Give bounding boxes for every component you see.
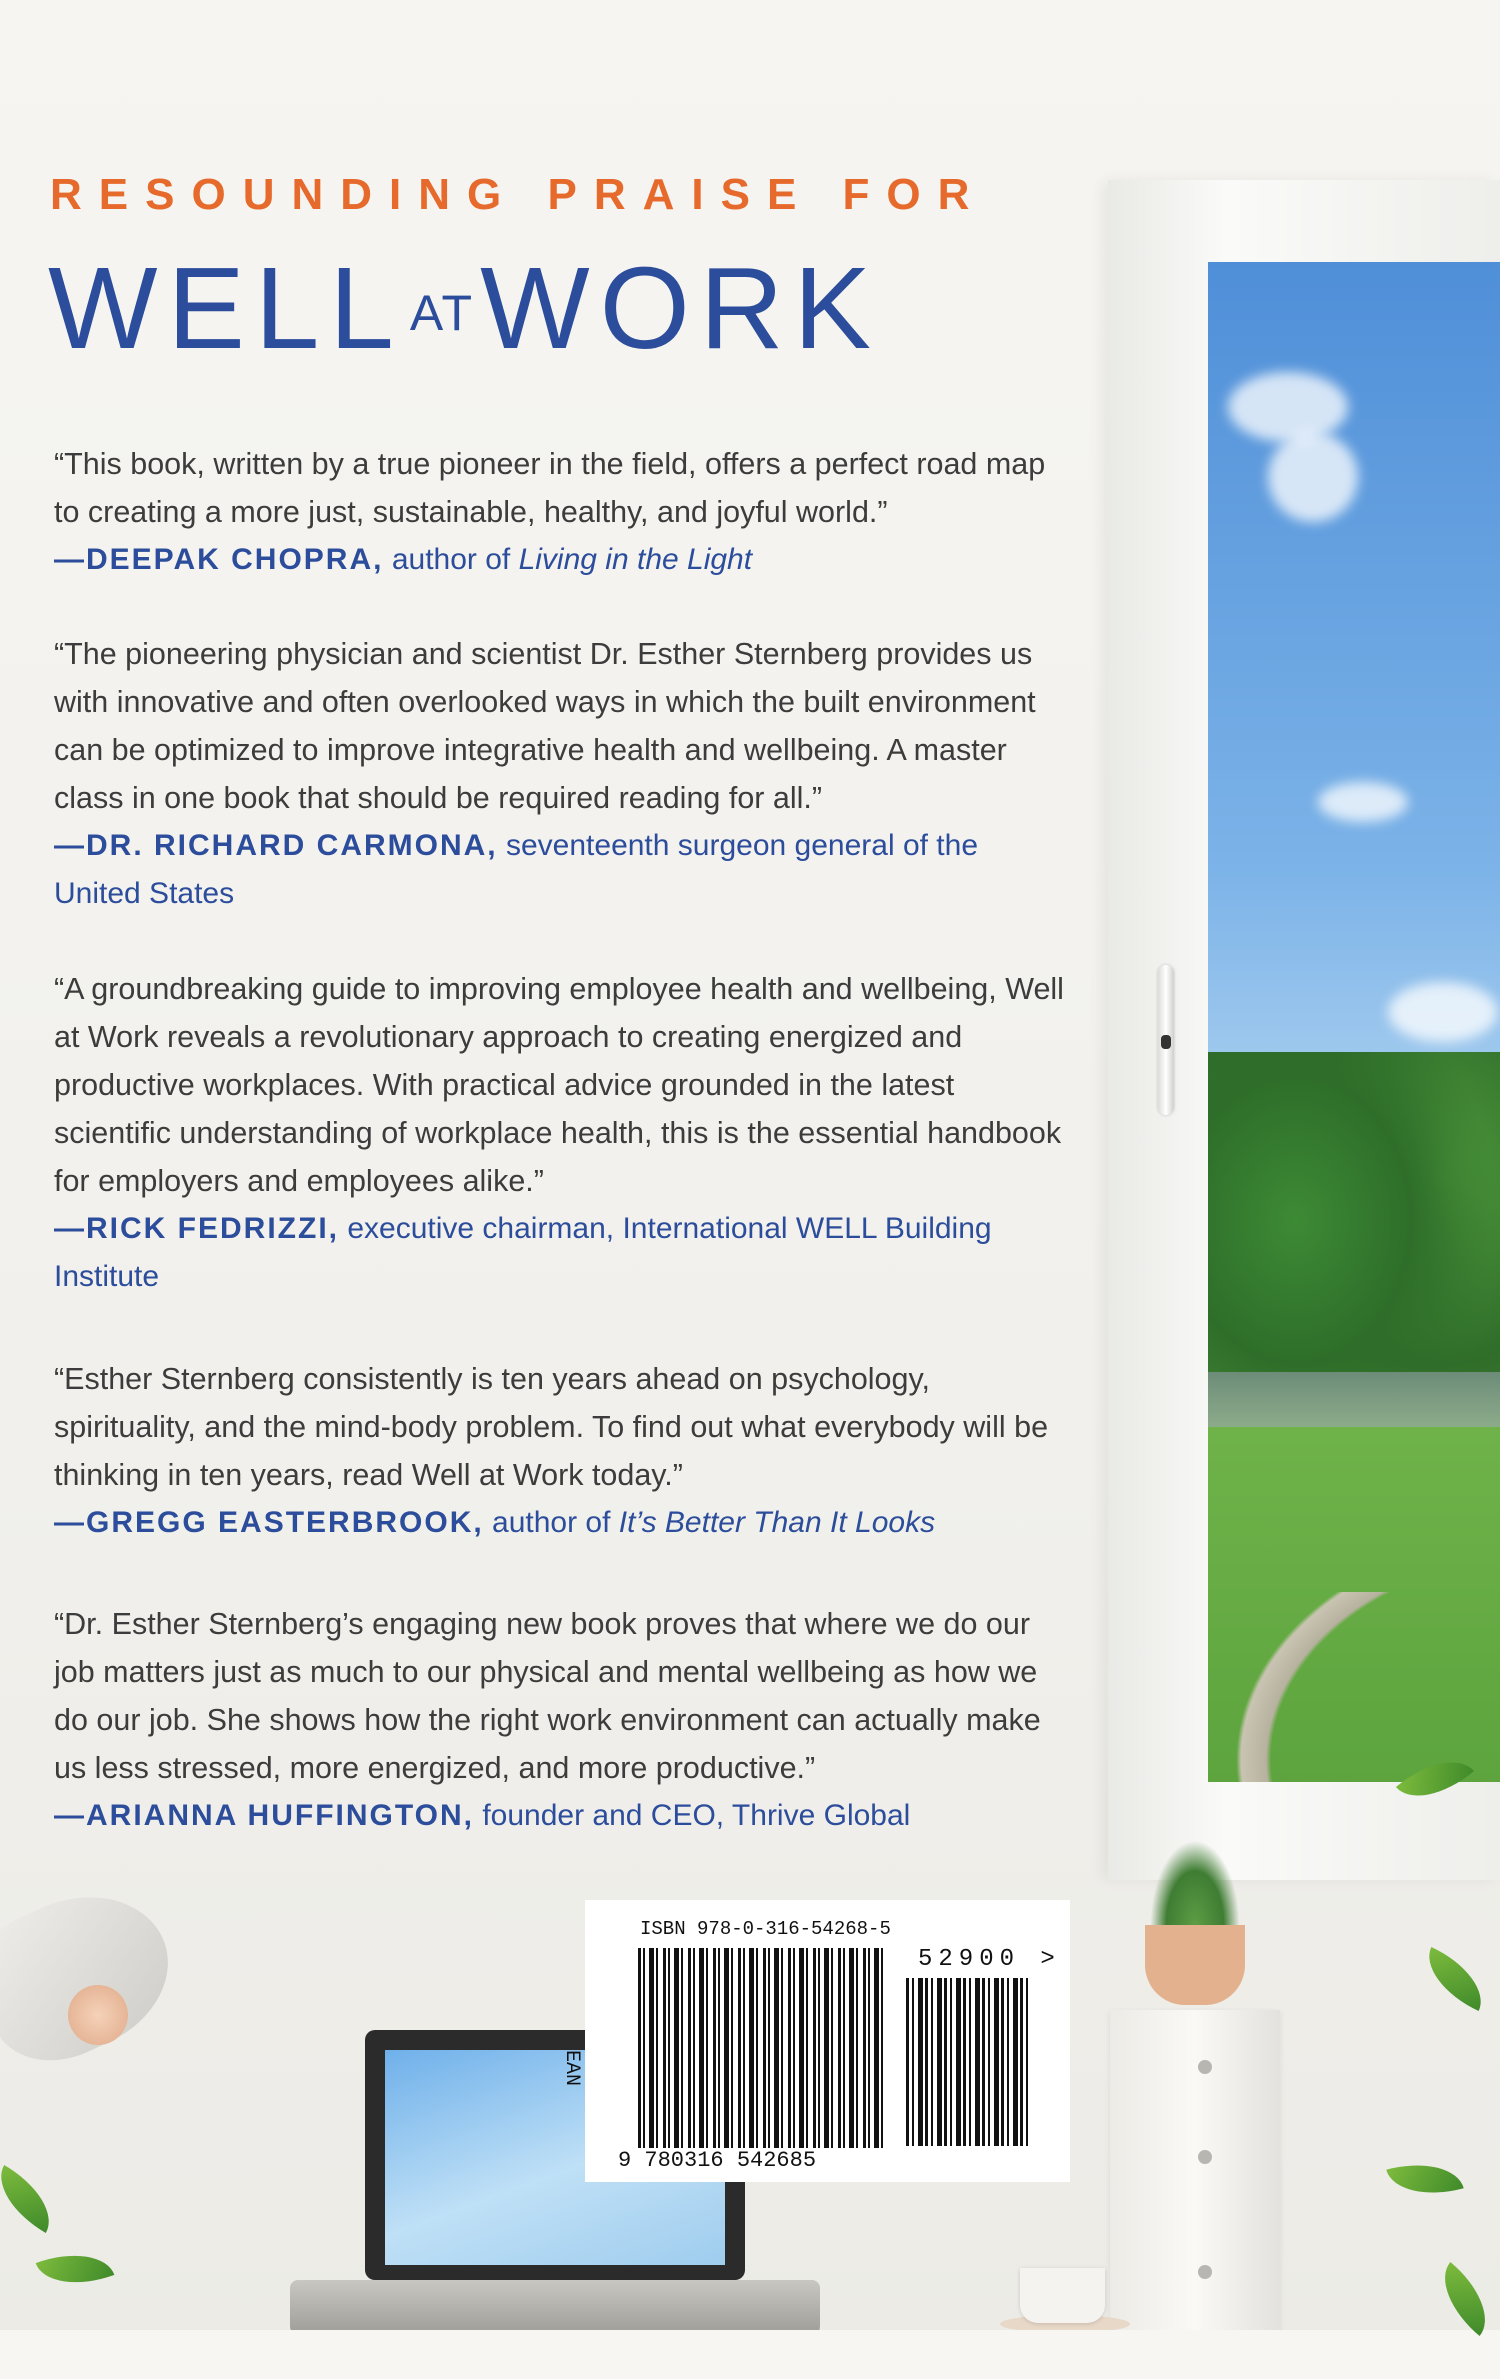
cloud-icon [1268, 432, 1358, 522]
desk-lamp [0, 1867, 193, 2083]
leaf-icon [1415, 1947, 1495, 2011]
blurb-quote: “The pioneering physician and scientist Dr. Esther Sternberg provides us with innovative and often overlooked ways in which the built environment can be optimized to improve integrative health and wellbeing. A master class in one book that should be required reading for all.” [54, 637, 1036, 815]
drawer-knob [1198, 2265, 1212, 2279]
addon-arrow-icon: > [1040, 1946, 1061, 1973]
blurb-author-desc: author of [383, 543, 519, 576]
blurb-author-desc: seventeenth surgeon general of the United States [54, 829, 979, 910]
leaf-icon [1426, 2262, 1500, 2336]
blurb-quote: “A groundbreaking guide to improving employee health and wellbeing, Well at Work reveals a revolutionary approach to creating energized and productive workplaces. With practical advice grounded in the latest scientific understanding of workplace health, this is the essential handbook for employers and employees alike.” [54, 972, 1064, 1198]
plant-pot [1145, 1925, 1245, 2005]
blurb-attribution [54, 822, 1064, 918]
lamp-bulb [68, 1985, 128, 2045]
plant-icon [1150, 1840, 1240, 1935]
blurb [54, 1600, 1064, 1840]
blurb-author: —RICK FEDRIZZI, [54, 1212, 339, 1245]
blurb-quote: “Dr. Esther Sternberg’s engaging new book proves that where we do our job matters just as much to our physical and mental wellbeing as how we do our job. She shows how the right work environment can actually make us less stressed, more energized, and more productive.” [54, 1607, 1041, 1785]
title-at: AT [409, 285, 475, 341]
blurb [54, 440, 1064, 584]
lake [1208, 1372, 1500, 1432]
blurb-author: —ARIANNA HUFFINGTON, [54, 1799, 474, 1832]
blurb-attribution [54, 1499, 1064, 1547]
blurb-book-title: Living in the Light [518, 543, 753, 576]
blurb-attribution [54, 536, 1064, 584]
blurb-quote: “Esther Sternberg consistently is ten years ahead on psychology, spirituality, and the mind-body problem. To find out what everybody will be thinking in ten years, read Well at Work today.” [54, 1362, 1049, 1492]
cup-icon [1020, 2268, 1105, 2323]
blurb-author: —GREGG EASTERBROOK, [54, 1506, 484, 1539]
blurb-author: —DR. RICHARD CARMONA, [54, 829, 498, 862]
blurb-author-desc: founder and CEO, Thrive Global [473, 1799, 911, 1832]
isbn-number: ISBN 978-0-316-54268-5 [640, 1918, 891, 1940]
blurb [54, 965, 1064, 1301]
book-title [48, 243, 881, 373]
price-addon-number [918, 1946, 1061, 1973]
ean-label: EAN [560, 2050, 583, 2087]
blurb [54, 1355, 1064, 1547]
desk [0, 2330, 1500, 2379]
blurb-book-title: It’s Better Than It Looks [618, 1506, 936, 1539]
blurb-author: —DEEPAK CHOPRA, [54, 543, 384, 576]
barcode-digits: 9 780316 542685 [618, 2148, 817, 2173]
drawer-cabinet [1110, 2010, 1280, 2350]
drawer-knob [1198, 2150, 1212, 2164]
blurb [54, 630, 1064, 918]
blurb-author-desc: executive chairman, International WELL Building Institute [54, 1212, 992, 1293]
cloud-icon [1228, 372, 1348, 442]
blurb-attribution [54, 1792, 1064, 1840]
leaf-icon [0, 2165, 65, 2233]
title-work: WORK [480, 243, 881, 373]
title-well: WELL [48, 243, 404, 373]
window-view [1208, 262, 1500, 1782]
blurb-attribution [54, 1205, 1064, 1301]
barcode-bars [638, 1948, 886, 2148]
drawer-knob [1198, 2060, 1212, 2074]
praise-heading: RESOUNDING PRAISE FOR [50, 170, 987, 219]
leaf-icon [36, 2239, 115, 2299]
window-lock-icon [1161, 1035, 1171, 1049]
leaf-icon [1386, 2152, 1463, 2207]
blurb-author-desc: author of [483, 1506, 619, 1539]
garden-path [1208, 1592, 1500, 1782]
cloud-icon [1388, 982, 1498, 1042]
price-addon-bars [906, 1978, 1030, 2146]
price-code: 52900 [918, 1946, 1021, 1973]
blurb-quote: “This book, written by a true pioneer in the field, offers a perfect road map to creating a more just, sustainable, healthy, and joyful world.” [54, 447, 1046, 529]
cloud-icon [1318, 782, 1408, 822]
